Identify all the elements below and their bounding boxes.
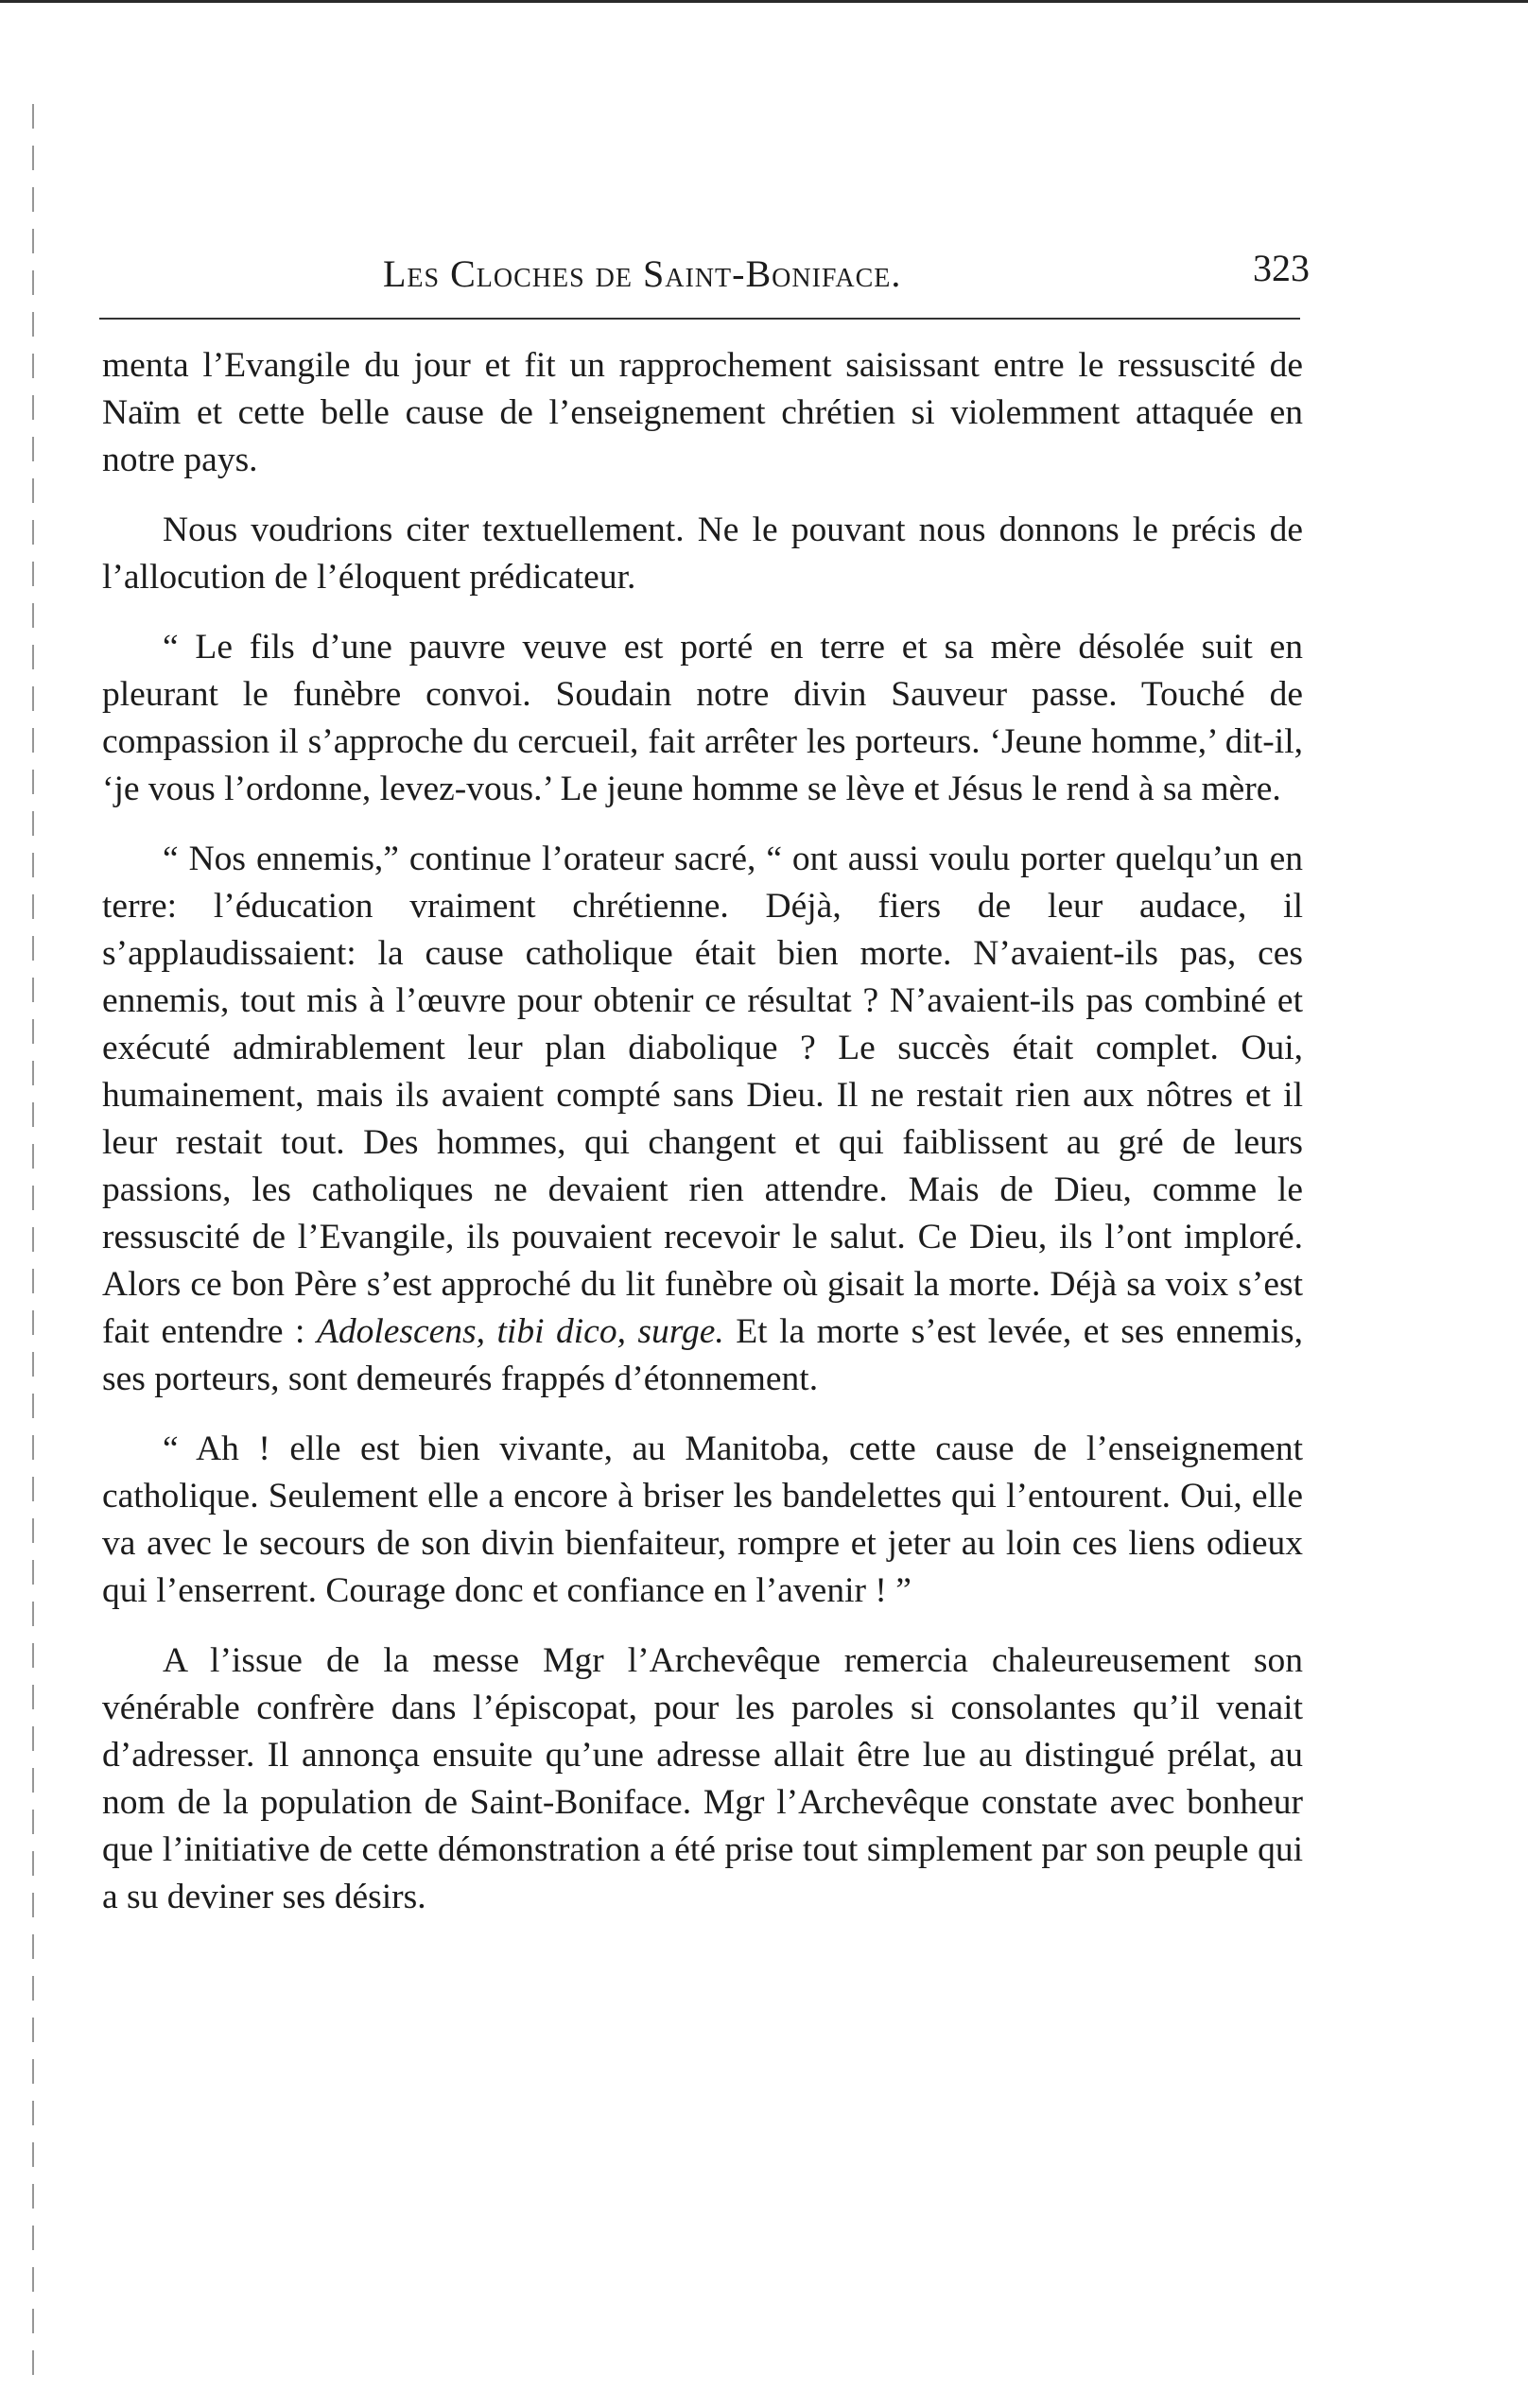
top-border-rule bbox=[0, 0, 1528, 3]
binding-edge-mark bbox=[32, 104, 34, 2392]
header-rule bbox=[99, 318, 1300, 320]
paragraph-quote: “ Ah ! elle est bien vivante, au Manitoba, cette cause de l’enseignement catholique. Seulement elle a encore à briser les bandelettes qui l’entourent. Oui, elle va avec le secours de son divin bienfaiteur, rompre et jeter au loin ces liens odieux qui l’enserrent. Courage donc et confiance en l’avenir ! ” bbox=[102, 1429, 1303, 1610]
paragraph-text: Et la morte s’est levée, et ses ennemis, ses porteurs, sont demeurés frappés d’étonnement. bbox=[102, 1312, 1303, 1398]
paragraph: A l’issue de la messe Mgr l’Archevêque remercia chaleureusement son vénérable confrère dans l’épiscopat, pour les paroles si consolantes qu’il venait d’adresser. Il annonça ensuite qu’une adresse allait être lue au distingué prélat, au nom de la population de Saint-Boniface. Mgr l’Archevêque constate avec bonheur que l’initiative de cette démonstration a été prise tout simplement par son peuple qui a su deviner ses désirs. bbox=[102, 1641, 1303, 1916]
paragraph-continuation: menta l’Evangile du jour et fit un rapprochement saisissant entre le ressuscité de Naïm et cette belle cause de l’enseignement chrétien si violemment attaquée en notre pays. bbox=[102, 346, 1303, 479]
page-header bbox=[99, 246, 1310, 303]
body-text bbox=[102, 342, 1303, 1944]
paragraph-text: “ Nos ennemis,” continue l’orateur sacré, “ ont aussi voulu porter quelqu’un en terre: l’éducation vraiment chrétienne. Déjà, fiers de leur audace, il s’applaudissaient: la cause catholique était bien morte. N’avaient-ils pas, ces ennemis, tout mis à l’œuvre pour obtenir ce résultat ? N’avaient-ils pas combiné et exécuté admirablement leur plan diabolique ? Le succès était complet. Oui, humainement, mais ils avaient compté sans Dieu. Il ne restait rien aux nôtres et il leur restait tout. Des hommes, qui changent et qui faiblissent au gré de leurs passions, les catholiques ne devaient rien attendre. Mais de Dieu, comme le ressuscité de l’Evangile, ils pouvaient recevoir le salut. Ce Dieu, ils l’ont imploré. Alors ce bon Père s’est approché du lit funèbre où gisait la morte. Déjà sa voix s’est fait entendre : bbox=[102, 840, 1303, 1351]
paragraph-quote bbox=[102, 836, 1303, 1403]
paragraph-quote: “ Le fils d’une pauvre veuve est porté en terre et sa mère désolée suit en pleurant le funèbre convoi. Soudain notre divin Sauveur passe. Touché de compassion il s’approche du cercueil, fait arrêter les porteurs. ‘Jeune homme,’ dit-il, ‘je vous l’ordonne, levez-vous.’ Le jeune homme se lève et Jésus le rend à sa mère. bbox=[102, 628, 1303, 808]
paragraph: Nous voudrions citer textuellement. Ne le pouvant nous donnons le précis de l’allocution de l’éloquent prédicateur. bbox=[102, 511, 1303, 597]
page-number: 323 bbox=[1253, 247, 1310, 289]
latin-quotation: Adolescens, tibi dico, surge. bbox=[316, 1312, 724, 1351]
running-title: Les Cloches de Saint-Boniface. bbox=[383, 252, 902, 295]
